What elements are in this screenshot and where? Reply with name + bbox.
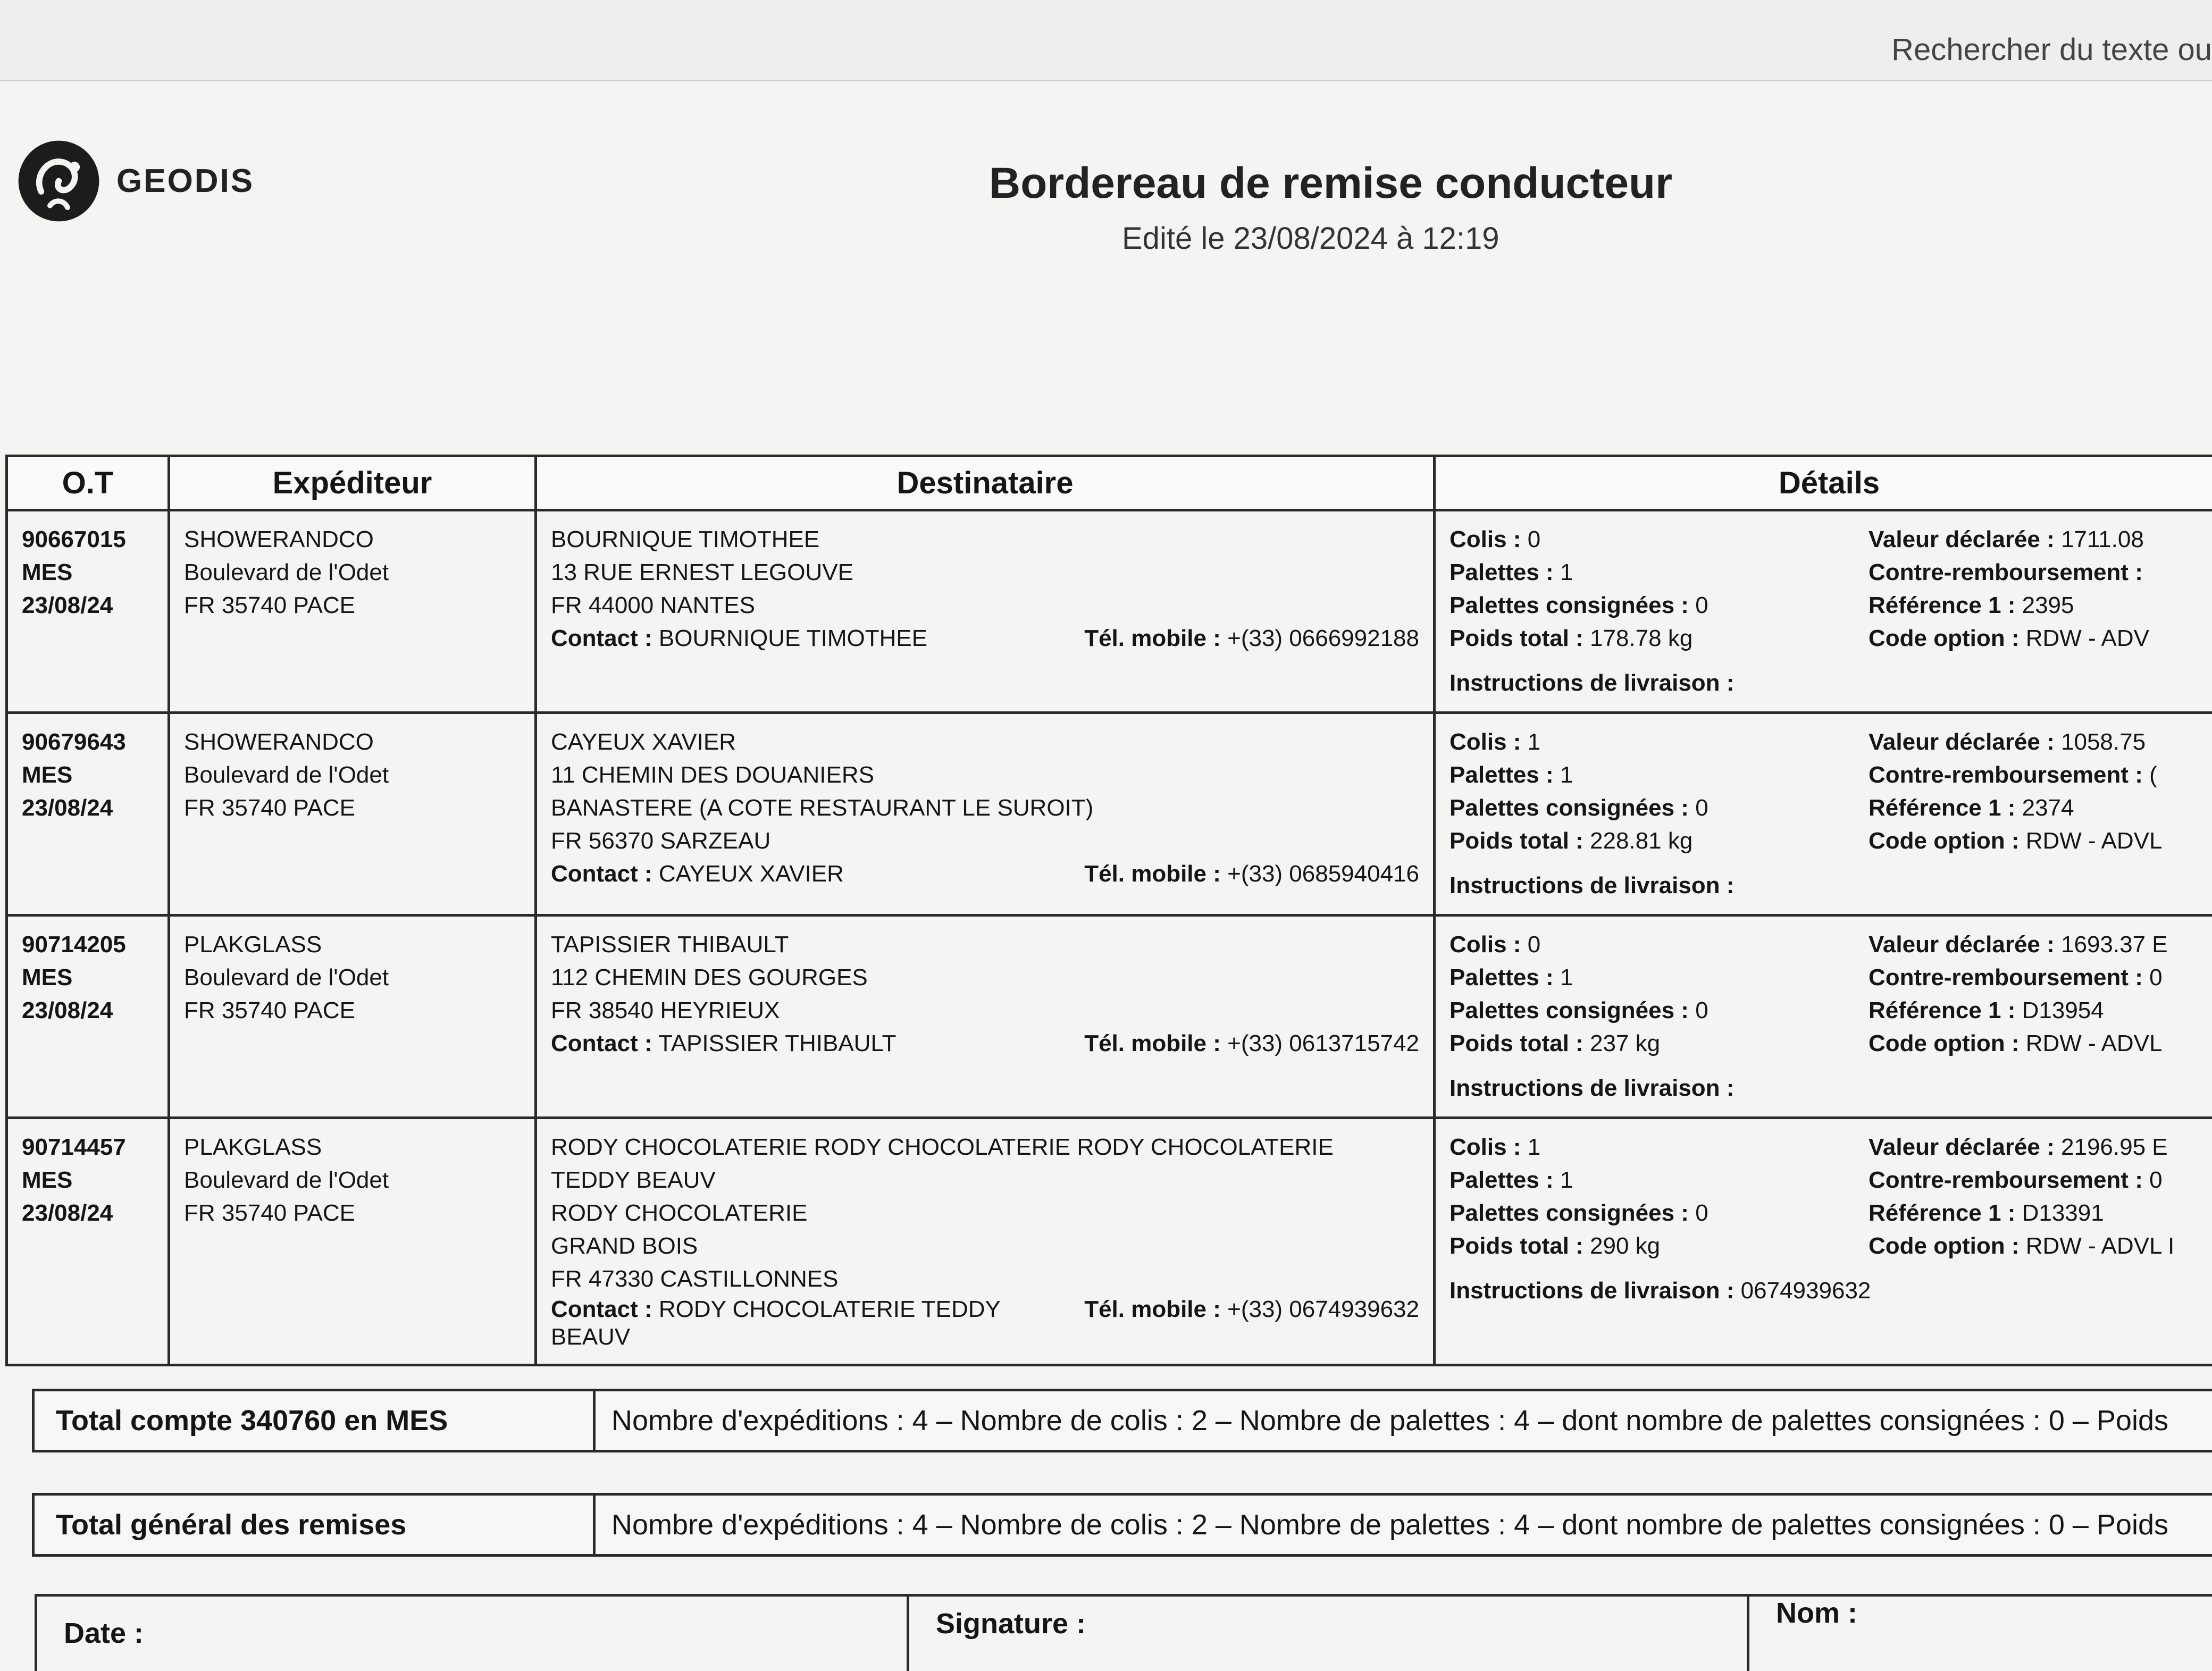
ot-code: MES: [22, 1164, 154, 1197]
valeur-line: Valeur déclarée : 1693.37 E: [1869, 928, 2209, 961]
details-cell: [1435, 510, 2212, 713]
reference-line: Référence 1 : 2374: [1869, 792, 2209, 825]
total-compte-box: [32, 1389, 2212, 1452]
expediteur-street: Boulevard de l'Odet: [184, 556, 521, 589]
dest-line: BOURNIQUE TIMOTHEE: [551, 523, 1419, 556]
dest-line: RODY CHOCOLATERIE: [551, 1197, 1419, 1230]
reference-line: Référence 1 : D13391: [1869, 1197, 2209, 1230]
poids-line: Poids total : 228.81 kg: [1449, 825, 1864, 858]
contact-label: Contact :: [551, 625, 652, 651]
contact-label: Contact :: [551, 861, 652, 887]
colis-line: Colis : 0: [1449, 928, 1864, 961]
consignees-line: Palettes consignées : 0: [1449, 792, 1864, 825]
table-row: [7, 713, 2212, 916]
tel-value: +(33) 0666992188: [1227, 625, 1419, 651]
logo-text: GEODIS: [116, 162, 254, 200]
dest-line: TEDDY BEAUV: [551, 1164, 1419, 1197]
ot-date: 23/08/24: [22, 589, 154, 622]
ot-date: 23/08/24: [22, 1197, 154, 1230]
shipments-table: [5, 455, 2212, 1366]
tel-label: Tél. mobile :: [1084, 861, 1221, 887]
destinataire-cell: [536, 510, 1435, 713]
total-general-box: [32, 1493, 2212, 1557]
page-title: Bordereau de remise conducteur: [989, 158, 1672, 208]
reference-line: Référence 1 : D13954: [1869, 994, 2209, 1027]
expediteur-city: FR 35740 PACE: [184, 994, 521, 1027]
ot-number: 90679643: [22, 726, 154, 759]
ot-cell: [7, 1118, 169, 1365]
poids-line: Poids total : 290 kg: [1449, 1230, 1864, 1263]
table-row: [7, 1118, 2212, 1365]
contre-line: Contre-remboursement :: [1869, 556, 2209, 589]
expediteur-cell: [169, 510, 536, 713]
tel-label: Tél. mobile :: [1084, 625, 1221, 651]
destinataire-cell: [536, 916, 1435, 1118]
expediteur-street: Boulevard de l'Odet: [184, 961, 521, 994]
valeur-line: Valeur déclarée : 1058.75: [1869, 726, 2209, 759]
dest-line: RODY CHOCOLATERIE RODY CHOCOLATERIE RODY CHOCOLATERIE: [551, 1131, 1419, 1164]
palettes-line: Palettes : 1: [1449, 1164, 1864, 1197]
valeur-line: Valeur déclarée : 1711.08: [1869, 523, 2209, 556]
tel-label: Tél. mobile :: [1084, 1030, 1221, 1056]
edition-date: Edité le 23/08/2024 à 12:19: [1122, 221, 1499, 256]
tel-value: +(33) 0685940416: [1227, 861, 1419, 887]
dest-line: FR 56370 SARZEAU: [551, 825, 1419, 858]
contact-row: [551, 858, 1419, 891]
geodis-logo: [15, 137, 254, 225]
total-general-label: Total général des remises: [35, 1496, 596, 1554]
tel-value: +(33) 0613715742: [1227, 1030, 1419, 1056]
instructions-line: Instructions de livraison :: [1449, 869, 2209, 902]
expediteur-cell: [169, 713, 536, 916]
expediteur-city: FR 35740 PACE: [184, 1197, 521, 1230]
instructions-line: Instructions de livraison :: [1449, 667, 2209, 700]
ot-code: MES: [22, 556, 154, 589]
expediteur-street: Boulevard de l'Odet: [184, 759, 521, 792]
instructions-line: Instructions de livraison : 0674939632: [1449, 1274, 2209, 1307]
poids-line: Poids total : 178.78 kg: [1449, 622, 1864, 655]
code-option-line: Code option : RDW - ADV: [1869, 622, 2209, 655]
details-cell: [1435, 916, 2212, 1118]
ot-date: 23/08/24: [22, 994, 154, 1027]
contact-label: Contact :: [551, 1030, 652, 1056]
contact-name: RODY CHOCOLATERIE TEDDY BEAUV: [551, 1296, 1000, 1350]
dest-line: TAPISSIER THIBAULT: [551, 928, 1419, 961]
details-cell: [1435, 1118, 2212, 1365]
contre-line: Contre-remboursement : (: [1869, 759, 2209, 792]
palettes-line: Palettes : 1: [1449, 961, 1864, 994]
details-cell: [1435, 713, 2212, 916]
signature-box: [35, 1594, 2212, 1671]
expediteur-cell: [169, 1118, 536, 1365]
instructions-line: Instructions de livraison :: [1449, 1072, 2209, 1105]
reference-line: Référence 1 : 2395: [1869, 589, 2209, 622]
contre-line: Contre-remboursement : 0: [1869, 1164, 2209, 1197]
colis-line: Colis : 1: [1449, 726, 1864, 759]
expediteur-cell: [169, 916, 536, 1118]
total-compte-label: Total compte 340760 en MES: [35, 1391, 596, 1450]
header-ot: O.T: [7, 456, 169, 510]
expediteur-city: FR 35740 PACE: [184, 589, 521, 622]
contre-line: Contre-remboursement : 0: [1869, 961, 2209, 994]
contact-name: BOURNIQUE TIMOTHEE: [659, 625, 927, 651]
header-details: Détails: [1435, 456, 2212, 510]
code-option-line: Code option : RDW - ADVL I: [1869, 1230, 2209, 1263]
contact-row: [551, 1027, 1419, 1060]
contact-label: Contact :: [551, 1296, 652, 1322]
contact-name: TAPISSIER THIBAULT: [658, 1030, 896, 1056]
contact-row: [551, 1296, 1419, 1351]
signature-field: Signature :: [909, 1597, 1749, 1671]
dest-line: 11 CHEMIN DES DOUANIERS: [551, 759, 1419, 792]
table-header-row: [7, 456, 2212, 510]
expediteur-name: PLAKGLASS: [184, 928, 521, 961]
consignees-line: Palettes consignées : 0: [1449, 1197, 1864, 1230]
colis-line: Colis : 0: [1449, 523, 1864, 556]
header-destinataire: Destinataire: [536, 456, 1435, 510]
ot-number: 90667015: [22, 523, 154, 556]
expediteur-name: SHOWERANDCO: [184, 523, 521, 556]
viewer-toolbar: [0, 0, 2212, 81]
total-general-value: Nombre d'expéditions : 4 – Nombre de colis : 2 – Nombre de palettes : 4 – dont nombre de palettes consignées : 0 – Poids: [596, 1496, 2212, 1554]
ot-cell: [7, 510, 169, 713]
dest-line: CAYEUX XAVIER: [551, 726, 1419, 759]
date-field: Date :: [37, 1597, 909, 1671]
ot-code: MES: [22, 961, 154, 994]
consignees-line: Palettes consignées : 0: [1449, 589, 1864, 622]
header-expediteur: Expéditeur: [169, 456, 536, 510]
dest-line: 112 CHEMIN DES GOURGES: [551, 961, 1419, 994]
expediteur-street: Boulevard de l'Odet: [184, 1164, 521, 1197]
consignees-line: Palettes consignées : 0: [1449, 994, 1864, 1027]
ot-date: 23/08/24: [22, 792, 154, 825]
destinataire-cell: [536, 1118, 1435, 1365]
table-row: [7, 916, 2212, 1118]
contact-name: CAYEUX XAVIER: [659, 861, 844, 887]
geodis-logo-icon: [15, 137, 103, 225]
palettes-line: Palettes : 1: [1449, 556, 1864, 589]
expediteur-name: PLAKGLASS: [184, 1131, 521, 1164]
search-field[interactable]: Rechercher du texte ou: [1891, 32, 2212, 68]
tel-value: +(33) 0674939632: [1227, 1296, 1419, 1322]
valeur-line: Valeur déclarée : 2196.95 E: [1869, 1131, 2209, 1164]
expediteur-name: SHOWERANDCO: [184, 726, 521, 759]
code-option-line: Code option : RDW - ADVL: [1869, 1027, 2209, 1060]
ot-code: MES: [22, 759, 154, 792]
dest-line: 13 RUE ERNEST LEGOUVE: [551, 556, 1419, 589]
tel-label: Tél. mobile :: [1084, 1296, 1221, 1322]
ot-number: 90714457: [22, 1131, 154, 1164]
palettes-line: Palettes : 1: [1449, 759, 1864, 792]
dest-line: FR 38540 HEYRIEUX: [551, 994, 1419, 1027]
ot-number: 90714205: [22, 928, 154, 961]
code-option-line: Code option : RDW - ADVL: [1869, 825, 2209, 858]
contact-row: [551, 622, 1419, 655]
expediteur-city: FR 35740 PACE: [184, 792, 521, 825]
dest-line: GRAND BOIS: [551, 1230, 1419, 1263]
total-compte-value: Nombre d'expéditions : 4 – Nombre de colis : 2 – Nombre de palettes : 4 – dont nombre de palettes consignées : 0 – Poids: [596, 1391, 2212, 1450]
nom-field: Nom :: [1749, 1597, 2212, 1671]
poids-line: Poids total : 237 kg: [1449, 1027, 1864, 1060]
dest-line: FR 47330 CASTILLONNES: [551, 1263, 1419, 1296]
ot-cell: [7, 713, 169, 916]
dest-line: BANASTERE (A COTE RESTAURANT LE SUROIT): [551, 792, 1419, 825]
colis-line: Colis : 1: [1449, 1131, 1864, 1164]
destinataire-cell: [536, 713, 1435, 916]
ot-cell: [7, 916, 169, 1118]
dest-line: FR 44000 NANTES: [551, 589, 1419, 622]
table-row: [7, 510, 2212, 713]
